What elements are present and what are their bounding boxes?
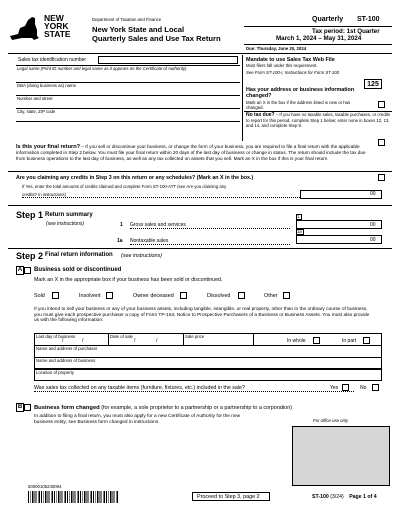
department-label: Department of Taxation and Finance	[92, 17, 162, 22]
form-number: ST-100	[357, 16, 380, 23]
footer-form-id: ST-100	[312, 494, 329, 500]
credits-question: Are you claiming any credits in Step 3 on this return or any schedules? (Mark an X in the box.)	[16, 175, 254, 181]
last-day-slash2: /	[82, 338, 84, 344]
due-date: Due: Thursday, June 20, 2024	[246, 46, 307, 51]
credits-yes-text: If Yes, enter the total amounts of credits claimed and complete Form ST-100-ATT (see Are you claiming any	[22, 184, 227, 189]
gross-sales-cents: 00	[370, 222, 376, 228]
sale-price-label: Sale price	[185, 334, 205, 339]
section-b-text: (for example, a sole proprietor to a partnership or a partnership to a corporation)	[101, 405, 293, 411]
logo-line1: NEW	[44, 13, 64, 23]
section-a-title: Business sold or discontinued	[34, 267, 122, 273]
last-day-field[interactable]	[36, 339, 106, 345]
no-tax-due-title: No tax due?	[246, 112, 275, 118]
final-return-question: Is this your final return?	[16, 144, 81, 150]
option-deceased-checkbox[interactable]	[180, 292, 187, 299]
sales-tax-id-field[interactable]	[98, 56, 238, 64]
footer-rev: (3/24)	[330, 494, 344, 500]
office-use-area	[292, 426, 390, 486]
code-box: 125	[364, 79, 382, 89]
business-sold-checkbox[interactable]	[24, 267, 31, 274]
see-instructions: See Form ST-100-I, Instructions for Form ST-100	[246, 70, 340, 75]
office-use-label: For office use only	[313, 418, 349, 423]
final-return-checkbox[interactable]	[378, 139, 385, 146]
sales-tax-yes-checkbox[interactable]	[342, 384, 349, 391]
nys-logo	[8, 14, 88, 44]
option-other-checkbox[interactable]	[283, 292, 290, 299]
date-of-sale-label: Date of sale	[110, 334, 133, 339]
line1a-box-number: 1a	[297, 229, 302, 234]
new-york-state-map-icon	[8, 14, 42, 44]
purchaser-name-label: Name and address of purchaser	[36, 346, 98, 351]
footer-form-info	[312, 494, 377, 500]
final-return-block	[16, 144, 372, 161]
section-b-title: Business form changed	[34, 405, 100, 411]
location-label: Location of property	[36, 370, 74, 375]
address-changed-checkbox[interactable]	[378, 101, 385, 108]
sales-tax-id-label: Sales tax identification number	[18, 57, 87, 63]
step2-see: (see instructions)	[121, 253, 163, 259]
location-table	[34, 369, 382, 381]
option-insolvent-checkbox[interactable]	[106, 292, 113, 299]
option-insolvent-label: Insolvent	[79, 293, 101, 299]
last-day-slash1: /	[62, 338, 64, 344]
mandate-text: Most filers fall under this requirement.	[246, 63, 318, 68]
proceed-text: Proceed to Step 3, page 2	[197, 494, 260, 500]
option-other-label: Other	[264, 293, 278, 299]
step1-title: Step 1	[16, 210, 44, 220]
tax-period-line1: Tax period: 1st Quarter	[312, 28, 380, 35]
logo-line2: YORK	[44, 21, 69, 31]
proceed-to-step3	[192, 492, 270, 501]
credits-yes-text2: credits? in instructions)	[22, 192, 302, 198]
step2-title: Step 2	[16, 251, 44, 261]
footer-page: Page 1 of 4	[349, 494, 377, 500]
date-sale-slash1: /	[134, 338, 136, 344]
in-part-label: In part	[342, 338, 357, 344]
barcode	[28, 491, 118, 503]
option-sold-label: Sold	[34, 293, 45, 299]
option-dissolved-label: Dissolved	[207, 293, 231, 299]
legal-name-label: Legal name (Print ID number and legal name as it appears on the Certificate of Authority)	[17, 66, 187, 71]
section-b-paragraph: In addition to filing a final return, you must also apply for a new Certificate of Authority for the new business entity; see Business form changed in instructions.	[34, 414, 241, 425]
option-dissolved-checkbox[interactable]	[238, 292, 245, 299]
in-whole-checkbox[interactable]	[313, 337, 320, 344]
last-day-label: Last day of business	[36, 334, 76, 339]
sales-tax-collected-question: Was sales tax collected on any taxable items (furniture, fixtures, etc.) included in the sale?	[34, 385, 354, 392]
business-name-label: Name and address of business	[36, 358, 96, 363]
line1-number: 1	[120, 222, 123, 228]
sales-tax-yes-label: Yes	[330, 385, 339, 391]
in-whole-label: In whole	[287, 338, 306, 344]
form-title-line1: New York State and Local	[92, 25, 185, 34]
option-sold-checkbox[interactable]	[52, 292, 59, 299]
no-tax-due-block	[246, 112, 392, 129]
dba-label: DBA (doing business as) name	[17, 83, 76, 88]
city-state-zip-field[interactable]	[16, 114, 240, 121]
number-street-field[interactable]	[16, 101, 240, 108]
number-street-label: Number and street	[17, 96, 53, 101]
address-changed-title: Has your address or business information changed?	[246, 87, 355, 99]
option-deceased-label: Owner deceased	[133, 293, 174, 299]
line1-label: Gross sales and services	[130, 222, 290, 229]
step1-subtitle: Return summary	[45, 212, 93, 218]
sales-tax-no-checkbox[interactable]	[372, 384, 379, 391]
business-form-changed-checkbox[interactable]	[24, 404, 31, 411]
section-a-letter: A	[17, 267, 23, 273]
legal-name-field[interactable]	[16, 71, 240, 81]
address-changed-text: Mark an X in the box if the address listed is new or has changed.	[246, 100, 351, 111]
dba-field[interactable]	[16, 88, 240, 95]
mandate-title: Mandate to use Sales Tax Web File	[246, 57, 335, 63]
date-sale-slash2: /	[156, 338, 158, 344]
section-a-paragraph: If you intend to sell your business or any of your business assets, including tangible, intangible, or real property, other than in the ordinary course of business, you must give each prospective purchaser a copy of Form TP-153, Notice to Prospective Purchasers of a Business or Business Assets. You must also provide us with the following information:	[34, 307, 370, 324]
section-a-text: Mark an X in the appropriate box if your business has been sold or discontinued.	[34, 277, 223, 283]
sale-price-field[interactable]	[185, 339, 251, 345]
step1-see: (see instructions)	[46, 221, 85, 227]
section-b-header	[34, 405, 292, 411]
city-state-zip-label: City, state, ZIP code	[17, 109, 56, 114]
line1a-number: 1a	[117, 238, 123, 244]
credits-checkbox[interactable]	[378, 174, 385, 181]
section-b-letter: B	[17, 404, 23, 410]
form-type: Quarterly	[312, 16, 344, 23]
line1-box-number: 1	[297, 214, 300, 219]
date-of-sale-field[interactable]	[110, 339, 180, 345]
no-tax-due-text: – If you have no taxable sales, taxable purchases, or credits to report for this period, complete Step 1 below; enter none in boxes 12, 13, and 14, and complete Step 9.	[246, 112, 390, 129]
tax-period-line2: March 1, 2024 – May 31, 2024	[276, 35, 362, 42]
credits-amount-cents: 00	[370, 191, 376, 197]
final-return-text: – If you sell or discontinue your business, or change the form of your business, you are required to file a final return with the applicable information completed in Step 2 below. You must file your final return within 20 days of the last day of business or change in status. The return should include the tax due from business operations to the last day of business, as well as any tax collected on assets that you sell. Mark an X in the box if this is your final return	[16, 144, 366, 161]
sales-tax-no-label: No	[360, 385, 367, 391]
step2-subtitle: Final return information	[45, 252, 113, 258]
logo-line3: STATE	[44, 29, 71, 39]
line1a-label: Nontaxable sales	[130, 238, 290, 245]
form-title-line2: Quarterly Sales and Use Tax Return	[92, 34, 221, 43]
barcode-number: 50000105240094	[28, 484, 62, 489]
nontaxable-sales-cents: 00	[370, 237, 376, 243]
in-part-checkbox[interactable]	[363, 337, 370, 344]
